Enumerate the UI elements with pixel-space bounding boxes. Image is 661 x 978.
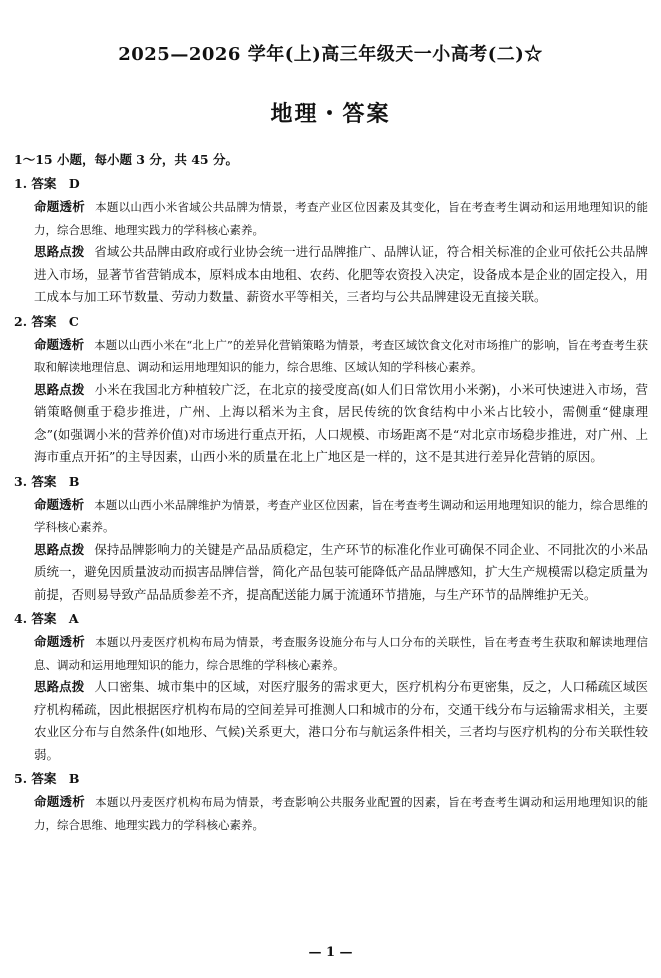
question-1 <box>14 176 648 309</box>
answer-line: 2. 答案 C <box>14 313 79 329</box>
question-4 <box>14 611 648 766</box>
page-number: — 1 — <box>308 945 353 960</box>
analysis-label: 命题透析 <box>34 336 85 352</box>
analysis-text: 本题以山西小米在“北上广”的差异化营销策略为情景，考查区域饮食文化对市场推广的影响，旨在考查考生获取和解读地理信息、调动和运用地理知识的能力，综合思维、区域认知的学科核心素养。 <box>34 337 648 374</box>
analysis-paragraph <box>14 494 648 539</box>
analysis-label: 命题透析 <box>34 199 86 214</box>
answer-list <box>14 176 648 836</box>
analysis-text: 本题以山西小米省域公共品牌为情景，考查产业区位因素及其变化，旨在考查考生调动和运用地理知识的能力，综合思维、地理实践力的学科核心素养。 <box>34 200 648 237</box>
answer-line: 1. 答案 D <box>14 176 80 191</box>
hint-label: 思路点拨 <box>34 679 85 694</box>
answer-line: 5. 答案 B <box>14 771 80 786</box>
page-title: 2025—2026 学年(上)高三年级天一小高考(二)☆ <box>118 44 543 65</box>
hint-text: 小米在我国北方种植较广泛，在北京的接受度高(如人们日常饮用小米粥)，小米可快速进入市场，营销策略侧重于稳步推进，广州、上海以稻米为主食，居民传统的饮食结构中小米占比较小，需侧重“健康理念”(如强调小米的营养价值)对市场进行重点开拓，人口规模、市场距离不是“对北京市场稳步推进，对广州、上海市重点开拓”的主导因素，山西小米的质量在北上广地区是一样的，这不是其进行差异化营销的原因。 <box>34 381 648 464</box>
hint-paragraph <box>14 539 648 607</box>
answer-line: 4. 答案 A <box>14 611 79 626</box>
question-5 <box>14 771 648 836</box>
hint-paragraph <box>14 241 648 309</box>
hint-paragraph <box>14 676 648 766</box>
analysis-text: 本题以丹麦医疗机构布局为情景，考查影响公共服务业配置的因素，旨在考查考生调动和运用地理知识的能力，综合思维、地理实践力的学科核心素养。 <box>34 795 648 832</box>
hint-text: 人口密集、城市集中的区域，对医疗服务的需求更大，医疗机构分布更密集，反之，人口稀疏区域医疗机构稀疏，因此根据医疗机构布局的空间差异可推测人口和城市的分布，交通干线分布与运输需求相关，主要农业区分布与自然条件(如地形、气候)关系更大，港口分布与航运条件相关，三者均与医疗机构的分布关联性较弱。 <box>34 679 648 762</box>
analysis-text: 本题以丹麦医疗机构布局为情景，考查服务设施分布与人口分布的关联性，旨在考查考生获取和解读地理信息、调动和运用地理知识的能力，综合思维的学科核心素养。 <box>34 635 648 672</box>
analysis-paragraph <box>14 631 648 676</box>
hint-text: 保持品牌影响力的关键是产品品质稳定，生产环节的标准化作业可确保不同企业、不同批次的小米品质统一，避免因质量波动而损害品牌信誉，简化产品包装可能降低产品品牌感知，扩大生产规模需以稳定质量为前提，否则易导致产品品质参差不齐，提高配送能力属于流通环节措施，与生产环节的品牌维护无关。 <box>34 541 648 602</box>
analysis-paragraph <box>14 196 648 241</box>
analysis-text: 本题以山西小米品牌维护为情景，考查产业区位因素，旨在考查考生调动和运用地理知识的能力，综合思维的学科核心素养。 <box>34 497 648 534</box>
hint-paragraph <box>14 379 648 469</box>
hint-label: 思路点拨 <box>34 541 85 557</box>
question-3 <box>14 474 648 607</box>
question-2 <box>14 314 648 469</box>
analysis-label: 命题透析 <box>34 634 86 649</box>
page-subtitle: 地理・答案 <box>270 101 391 127</box>
hint-label: 思路点拨 <box>34 244 85 259</box>
analysis-paragraph <box>14 334 648 379</box>
analysis-paragraph <box>14 791 648 836</box>
analysis-label: 命题透析 <box>34 794 86 809</box>
answer-line: 3. 答案 B <box>14 473 80 489</box>
hint-text: 省域公共品牌由政府或行业协会统一进行品牌推广、品牌认证，符合相关标准的企业可依托公共品牌进入市场，显著节省营销成本，原料成本由地租、农药、化肥等农资投入决定，设备成本是企业的固定投入，用工成本与加工环节数量、劳动力数量、薪资水平等相关，三者均与公共品牌建设无直接关联。 <box>34 244 648 304</box>
hint-label: 思路点拨 <box>34 381 85 397</box>
analysis-label: 命题透析 <box>34 496 85 512</box>
instructions-text: 1～15 小题，每小题 3 分，共 45 分。 <box>14 152 238 167</box>
